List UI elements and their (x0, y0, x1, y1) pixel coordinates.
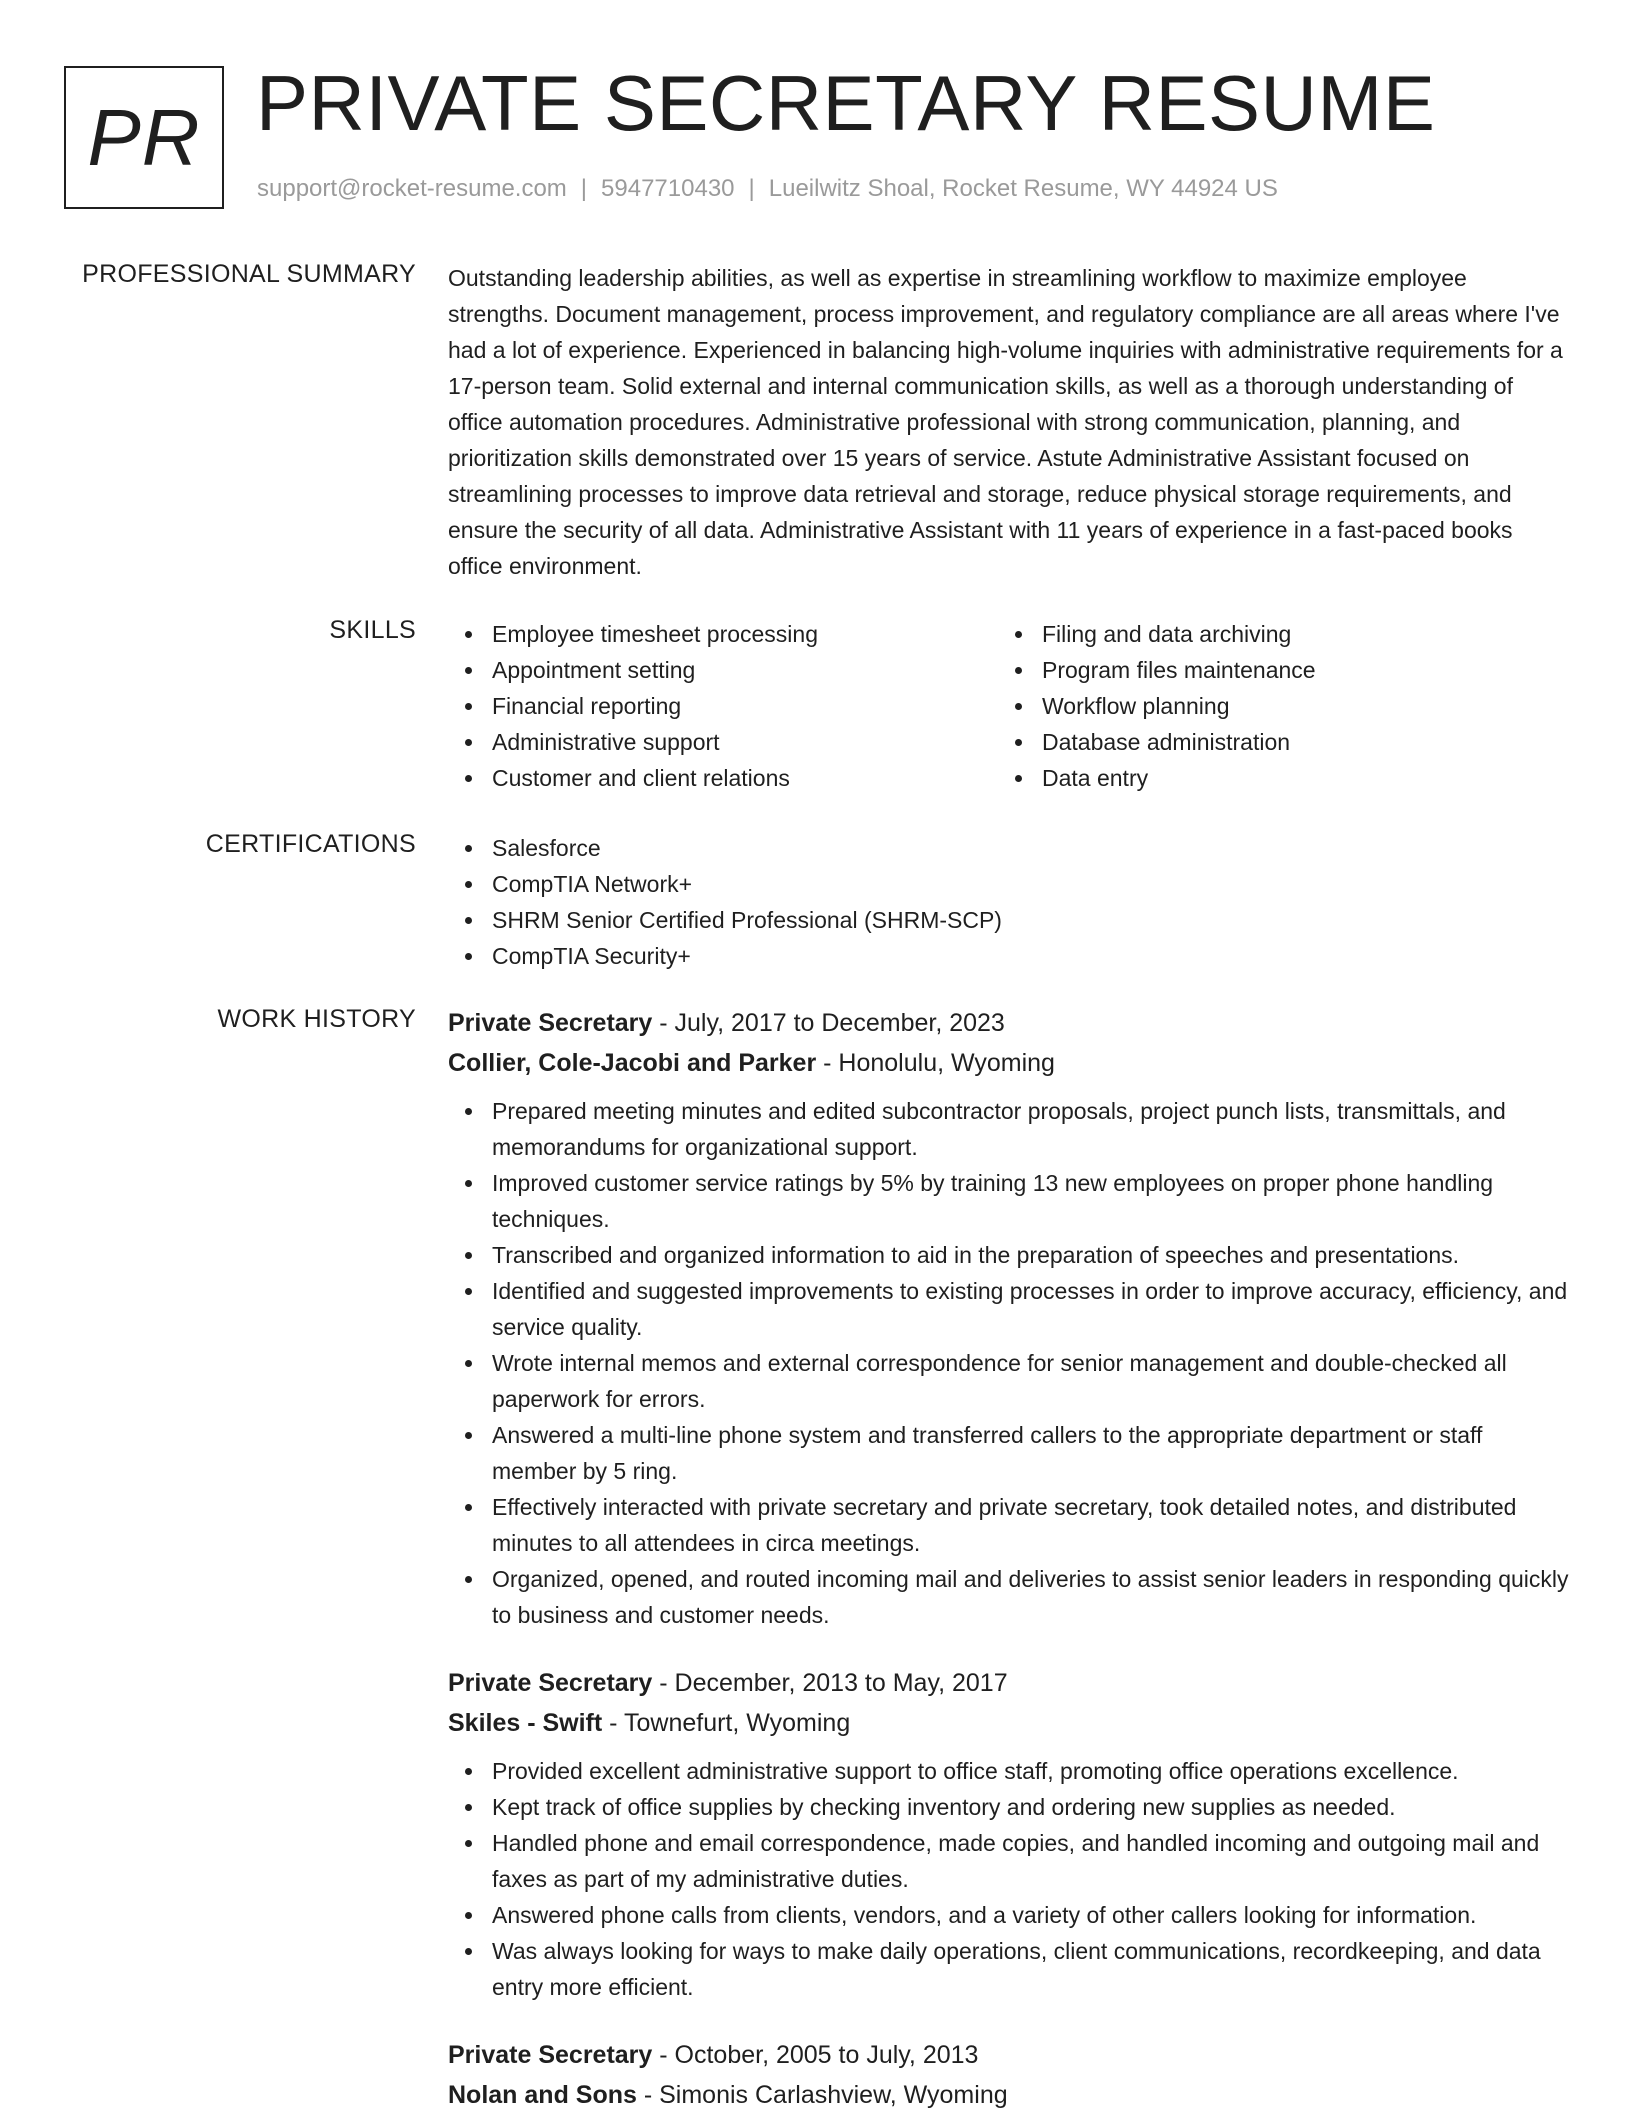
skill-item: Administrative support (448, 724, 998, 760)
job-title-line (448, 1663, 1572, 1703)
certifications-section (448, 830, 1572, 974)
job-title: Private Secretary (448, 2041, 653, 2069)
job-dates: - July, 2017 to December, 2023 (652, 1009, 1005, 1037)
job-duty-item: Provided excellent administrative support to office staff, promoting office operations excellence. (448, 1753, 1572, 1789)
summary-text: Outstanding leadership abilities, as well as expertise in streamlining workflow to maximize employee strengths. Document management, process improvement, and regulatory compliance are all areas where I've had a lot of experience. Experienced in balancing high-volume inquiries with administrative requirements for a 17-person team. Solid external and internal communication skills, as well as a thorough understanding of office automation procedures. Administrative professional with strong communication, planning, and prioritization skills demonstrated over 15 years of service. Astute Administrative Assistant focused on streamlining processes to improve data retrieval and storage, reduce physical storage requirements, and ensure the security of all data. Administrative Assistant with 11 years of experience in a fast-paced books office environment. (448, 265, 1563, 579)
work-history-section (448, 1003, 1572, 2112)
job-duty-item: Prepared meeting minutes and edited subcontractor proposals, project punch lists, transmittals, and memorandums for organizational support. (448, 1093, 1572, 1165)
skill-item: Customer and client relations (448, 760, 998, 796)
skills-list-left (448, 616, 998, 796)
job-duty-item: Was always looking for ways to make daily operations, client communications, recordkeeping, and data entry more efficient. (448, 1933, 1572, 2005)
job-dates: - December, 2013 to May, 2017 (652, 1669, 1008, 1697)
job-title: Private Secretary (448, 1009, 653, 1037)
job-dates: - October, 2005 to July, 2013 (652, 2041, 979, 2069)
job-duty-item: Identified and suggested improvements to existing processes in order to improve accuracy, efficiency, and service quality. (448, 1273, 1572, 1345)
contact-address: Lueilwitz Shoal, Rocket Resume, WY 44924 US (768, 175, 1278, 202)
certification-item: Salesforce (448, 830, 1572, 866)
section-label-work-history: WORK HISTORY (217, 1005, 416, 1033)
job-duties-list (448, 1093, 1572, 1633)
job-title-line (448, 1003, 1572, 1043)
job-title-line (448, 2035, 1572, 2075)
job-company: Skiles - Swift (448, 1709, 603, 1737)
certification-item: CompTIA Security+ (448, 938, 1572, 974)
skill-item: Appointment setting (448, 652, 998, 688)
job-duty-item: Kept track of office supplies by checking inventory and ordering new supplies as needed. (448, 1789, 1572, 1825)
skill-item: Database administration (998, 724, 1548, 760)
certification-item: CompTIA Network+ (448, 866, 1572, 902)
contact-separator: | (580, 175, 588, 202)
job-company: Nolan and Sons (448, 2081, 637, 2109)
job-company-line (448, 2075, 1572, 2112)
job-entry (448, 2035, 1572, 2112)
skills-list-right (998, 616, 1548, 796)
job-duties-list (448, 1753, 1572, 2005)
section-label-certifications: CERTIFICATIONS (205, 830, 416, 858)
job-duty-item: Handled phone and email correspondence, made copies, and handled incoming and outgoing mail and faxes as part of my administrative duties. (448, 1825, 1572, 1897)
contact-email[interactable]: support@rocket-resume.com (257, 175, 567, 202)
section-label-summary: PROFESSIONAL SUMMARY (82, 260, 416, 288)
skill-item: Workflow planning (998, 688, 1548, 724)
job-location: - Simonis Carlashview, Wyoming (636, 2081, 1008, 2109)
job-company-line (448, 1043, 1572, 1083)
skill-item: Data entry (998, 760, 1548, 796)
contact-line (257, 175, 1278, 203)
job-duty-item: Improved customer service ratings by 5% by training 13 new employees on proper phone handling techniques. (448, 1165, 1572, 1237)
certification-item: SHRM Senior Certified Professional (SHRM-SCP) (448, 902, 1572, 938)
job-duty-item: Organized, opened, and routed incoming mail and deliveries to assist senior leaders in responding quickly to business and customer needs. (448, 1561, 1572, 1633)
job-title: Private Secretary (448, 1669, 653, 1697)
job-entry (448, 1003, 1572, 1633)
job-location: - Townefurt, Wyoming (602, 1709, 851, 1737)
job-company: Collier, Cole-Jacobi and Parker (448, 1049, 817, 1077)
job-duty-item: Answered a multi-line phone system and transferred callers to the appropriate department or staff member by 5 ring. (448, 1417, 1572, 1489)
resume-title: PRIVATE SECRETARY RESUME (256, 59, 1436, 147)
certifications-list (448, 830, 1572, 974)
monogram-box (64, 66, 224, 209)
skill-item: Financial reporting (448, 688, 998, 724)
job-duty-item: Wrote internal memos and external correspondence for senior management and double-checked all paperwork for errors. (448, 1345, 1572, 1417)
job-company-line (448, 1703, 1572, 1743)
contact-separator: | (748, 175, 755, 202)
monogram-initials: PR (87, 92, 201, 182)
skills-section (448, 616, 1572, 796)
skill-item: Filing and data archiving (998, 616, 1548, 652)
skill-item: Employee timesheet processing (448, 616, 998, 652)
job-location: - Honolulu, Wyoming (816, 1049, 1055, 1077)
job-entry (448, 1663, 1572, 2005)
job-duty-item: Transcribed and organized information to aid in the preparation of speeches and presentations. (448, 1237, 1572, 1273)
contact-phone[interactable]: 5947710430 (601, 175, 735, 202)
job-duty-item: Effectively interacted with private secretary and private secretary, took detailed notes, and distributed minutes to all attendees in circa meetings. (448, 1489, 1572, 1561)
section-label-skills: SKILLS (329, 616, 416, 644)
job-duty-item: Answered phone calls from clients, vendors, and a variety of other callers looking for information. (448, 1897, 1572, 1933)
skill-item: Program files maintenance (998, 652, 1548, 688)
